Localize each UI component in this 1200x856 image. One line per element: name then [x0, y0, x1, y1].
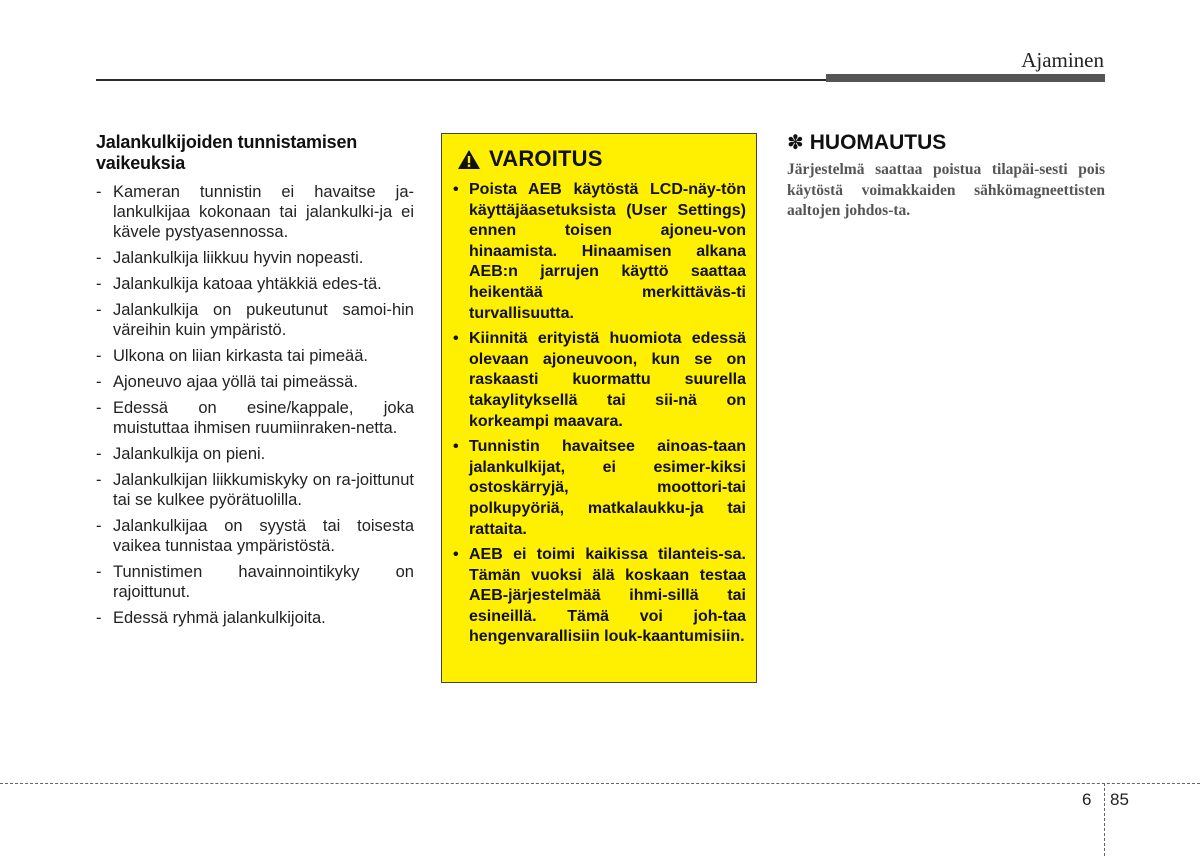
- list-item: [96, 274, 414, 294]
- warning-title: VAROITUS: [489, 146, 603, 171]
- list-item-text: Jalankulkijan liikkumiskyky on ra-joittunut tai se kulkee pyörätuolilla.: [113, 471, 414, 509]
- warning-item-text: AEB ei toimi kaikissa tilanteis-sa. Tämän vuoksi älä koskaan testaa AEB-järjestelmää ihmi-sillä tai esineillä. Tämä voi joh-taa hengenvarallisiin louk-kaantumisiin.: [469, 546, 746, 646]
- dash-marker: -: [96, 249, 102, 267]
- dash-marker: -: [96, 183, 102, 201]
- list-item-text: Edessä ryhmä jalankulkijoita.: [113, 609, 326, 627]
- chapter-number: 6: [1082, 790, 1092, 809]
- dash-marker: -: [96, 347, 102, 365]
- warning-item: [452, 180, 746, 324]
- footer-page-separator: [1104, 783, 1105, 856]
- list-item-text: Tunnistimen havainnointikyky on rajoittunut.: [113, 563, 414, 601]
- list-item: [96, 470, 414, 510]
- list-item: [96, 300, 414, 340]
- warning-triangle-icon: [457, 149, 481, 170]
- dash-marker: -: [96, 301, 102, 319]
- list-item: [96, 608, 414, 628]
- list-item-text: Jalankulkija on pieni.: [113, 445, 266, 463]
- dash-marker: -: [96, 471, 102, 489]
- list-item-text: Ulkona on liian kirkasta tai pimeää.: [113, 347, 368, 365]
- notice-title: HUOMAUTUS: [809, 130, 947, 154]
- list-item: [96, 562, 414, 602]
- warning-item-text: Kiinnitä erityistä huomiota edessä olevaan ajoneuvoon, kun se on raskaasti kuormattu suurella takaylityksellä tai sii-nä on korkeampi maavara.: [469, 330, 746, 430]
- section-heading: Jalankulkijoiden tunnistamisen vaikeuksia: [96, 132, 358, 173]
- warning-item-text: Poista AEB käytöstä LCD-näy-tön käyttäjäasetuksista (User Settings) ennen toisen ajoneu-von hinaamista. Hinaamisen alkana AEB:n jarrujen käyttö saattaa heikentää merkittäväs-ti turvallisuutta.: [469, 181, 746, 322]
- footer-divider: [0, 783, 1200, 784]
- notice-heading: [787, 130, 1105, 155]
- list-item: [96, 372, 414, 392]
- pedestrian-difficulties-column: [96, 132, 414, 634]
- notice-column: [787, 130, 1105, 222]
- list-item-text: Jalankulkija liikkuu hyvin nopeasti.: [113, 249, 364, 267]
- list-item-text: Ajoneuvo ajaa yöllä tai pimeässä.: [113, 373, 358, 391]
- dash-marker: -: [96, 445, 102, 463]
- page-header-title: Ajaminen: [1021, 48, 1104, 72]
- bullet-marker: •: [453, 438, 459, 456]
- notice-body: Järjestelmä saattaa poistua tilapäi-sesti pois käytöstä voimakkaiden sähkömagneettisten aaltojen johdos-ta.: [787, 161, 1105, 219]
- dash-marker: -: [96, 609, 102, 627]
- header-divider: [96, 79, 826, 81]
- dash-marker: -: [96, 373, 102, 391]
- bullet-marker: •: [453, 181, 459, 198]
- warning-box: [441, 133, 757, 683]
- warning-item: [452, 329, 746, 432]
- list-item-text: Jalankulkija katoaa yhtäkkiä edes-tä.: [113, 275, 382, 293]
- list-item: [96, 248, 414, 268]
- dash-marker: -: [96, 517, 102, 535]
- list-item-text: Kameran tunnistin ei havaitse ja-lankulkijaa kokonaan tai jalankulki-ja ei kävele pystyasennossa.: [113, 183, 414, 241]
- bullet-marker: •: [453, 546, 459, 564]
- list-item-text: Edessä on esine/kappale, joka muistuttaa ihmisen ruumiinraken-netta.: [113, 399, 414, 437]
- list-item: [96, 398, 414, 438]
- difficulties-list: [96, 182, 414, 628]
- warning-item: [452, 545, 746, 648]
- list-item-text: Jalankulkijaa on syystä tai toisesta vaikea tunnistaa ympäristöstä.: [113, 517, 414, 555]
- warning-item-text: Tunnistin havaitsee ainoas-taan jalankulkijat, ei esimer-kiksi ostoskärryjä, moottori-tai polkupyöriä, matkalaukku-ja tai rattaita.: [469, 438, 746, 538]
- header-accent-bar: [826, 74, 1105, 82]
- warning-list: [452, 180, 746, 648]
- dash-marker: -: [96, 563, 102, 581]
- bullet-marker: •: [453, 330, 459, 348]
- dash-marker: -: [96, 399, 102, 417]
- list-item: [96, 516, 414, 556]
- list-item: [96, 444, 414, 464]
- list-item-text: Jalankulkija on pukeutunut samoi-hin väreihin kuin ympäristö.: [113, 301, 414, 339]
- dash-marker: -: [96, 275, 102, 293]
- list-item: [96, 346, 414, 366]
- warning-item: [452, 437, 746, 540]
- asterisk-icon: ✽: [787, 132, 804, 154]
- list-item: [96, 182, 414, 242]
- page-number: 85: [1110, 790, 1129, 809]
- warning-heading: [457, 146, 746, 172]
